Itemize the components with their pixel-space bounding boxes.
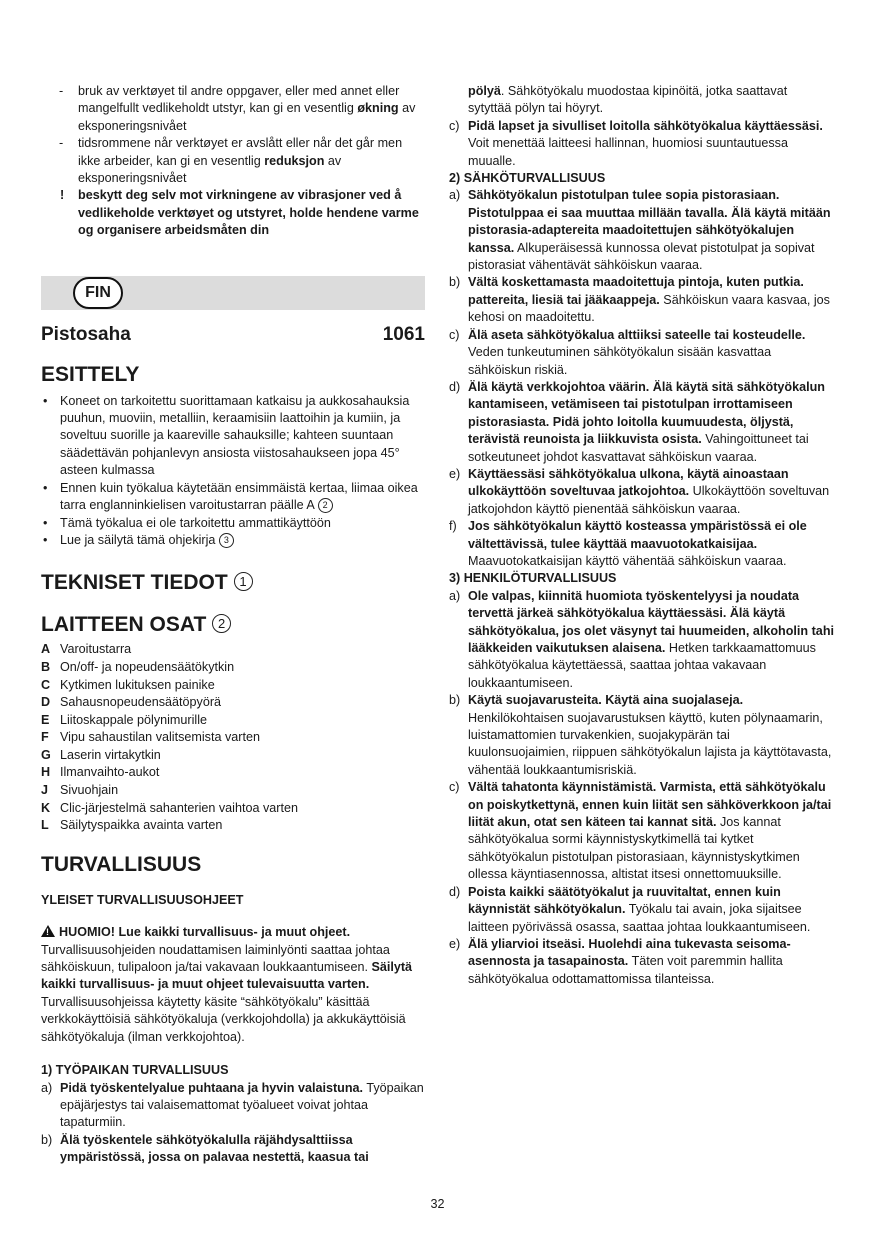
item-marker: b) (41, 1132, 53, 1147)
item-bold: Älä työskentele sähkötyökalulla räjähdysalttiissa ympäristössä, jossa on palavaa nestettä, kaasua tai (60, 1132, 369, 1165)
item-text: Ulkokäyttöön soveltuvan jatkojohdon käyttö pienentää sähköiskun vaaraa. (468, 484, 830, 516)
item-text: Henkilökohtaisen suojavarustuksen käyttö, kuten pölynaamarin, luistamattomien turvakenkien, suojakypärän tai kuulonsuojaimien, riippuen sähkötyökalun lajista ja käyttötavasta, vähentää loukkaantumisriskiä. (468, 710, 832, 777)
dash-item (41, 83, 425, 135)
bullet-marker: • (43, 515, 48, 530)
yleiset-heading: YLEISET TURVALLISUUSOHJEET (41, 892, 244, 907)
continued-bold: pölyä (468, 84, 501, 98)
tekniset-heading-text: TEKNISET TIEDOT (41, 571, 234, 595)
continued-text: . Sähkötyökalu muodostaa kipinöitä, jotka saattavat sytyttää pölyn tai höyryt. (468, 84, 788, 116)
vibration-warning (41, 187, 425, 239)
language-badge: FIN (73, 277, 123, 309)
dash-bold: økning (357, 101, 399, 116)
part-label: On/off- ja nopeudensäätökytkin (60, 659, 235, 674)
part-label: Sivuohjain (60, 783, 119, 798)
part-item (41, 641, 425, 659)
part-key: L (41, 818, 49, 833)
item-text: Veden tunkeutuminen sähkötyökalun sisään kasvattaa sähköiskun riskiä. (468, 345, 772, 377)
item-text: Jos kannat sähkötyökalua sormi käynnistyskytkimellä tai kytket sähkötyökalun pistotulpan pistorasiaan, käynnistyskytkimen ollessa käyntiasennossa, altistat itsesi onnettomuuksille. (468, 815, 800, 882)
laitteen-heading (41, 612, 425, 638)
item-bold: Ole valpas, kiinnitä huomiota työskentelyysi ja noudata tervettä järkeä sähkötyökalua käyttäessäsi. Älä käytä sähkötyökalua, jos olet väsynyt tai huumeiden, alkoholin tahi lääkkeiden vaikutuksen alaisena. (468, 588, 835, 655)
figure-ref-2: 2 (212, 614, 231, 633)
dash-text-end: av eksponeringsnivået (78, 153, 342, 186)
dash-bold: reduksjon (264, 153, 325, 168)
list-item (449, 327, 834, 379)
dash-marker: - (59, 84, 64, 98)
warning-triangle-icon (41, 925, 55, 937)
part-item (41, 677, 425, 695)
part-item (41, 764, 425, 782)
product-number: 1061 (382, 323, 425, 345)
section3-heading: 3) HENKILÖTURVALLISUUS (449, 571, 617, 586)
parts-list (41, 641, 425, 835)
dash-marker: - (59, 136, 64, 151)
part-item (41, 659, 425, 677)
bullet-marker: • (43, 393, 48, 408)
figure-ref: 3 (219, 533, 234, 548)
item-text: Alkuperäisessä kunnossa olevat pistotulpat ja sopivat pistorasiat vähentävät sähköiskun vaaraa. (468, 240, 815, 273)
right-column (449, 83, 834, 988)
list-item (449, 936, 834, 988)
part-label: Laserin virtakytkin (60, 747, 161, 762)
list-item (41, 1080, 425, 1132)
esittely-list (41, 393, 425, 550)
part-label: Ilmanvaihto-aukot (60, 765, 160, 780)
part-key: G (41, 747, 51, 762)
part-key: D (41, 695, 51, 710)
language-bar (41, 276, 425, 310)
exclamation-marker: ! (60, 188, 65, 203)
item-bold: Käyttäessäsi sähkötyökalua ulkona, käytä ainoastaan ulkokäyttöön soveltuvaa jatkojohtoa. (468, 466, 789, 499)
item-marker: a) (41, 1080, 53, 1095)
bullet-marker: • (43, 532, 48, 547)
continued-item (449, 83, 834, 118)
warning-text-1: Turvallisuusohjeiden noudattamisen laiminlyönti saattaa johtaa sähköiskuun, tulipaloon ja/tai vakavaan loukkaantumiseen. (41, 942, 390, 975)
item-bold: Sähkötyökalun pistotulpan tulee sopia pistorasiaan. Pistotulppaa ei saa muuttaa millään tavalla. Älä käytä mitään pistorasia-adaptereita maadoitettujen sähkötyökalujen kanssa. (468, 188, 831, 255)
bullet-marker: • (43, 480, 48, 495)
part-item (41, 782, 425, 800)
part-key: F (41, 730, 49, 745)
bullet-item (41, 480, 425, 515)
list-item (449, 692, 834, 779)
bullet-item (41, 393, 425, 480)
bullet-item (41, 532, 425, 549)
warning-bold-1: HUOMIO! Lue kaikki turvallisuus- ja muut ohjeet. (59, 925, 351, 940)
part-key: B (41, 659, 51, 674)
part-key: E (41, 712, 50, 727)
laitteen-heading-text: LAITTEEN OSAT (41, 613, 213, 637)
dash-text: bruk av verktøyet til andre oppgaver, eller med annet eller mangelfullt vedlikeholdt utstyr, kan gi en vesentlig (78, 84, 400, 116)
item-text: Työpaikan epäjärjestys tai valaisemattomat työalueet voivat johtaa tapaturmiin. (60, 1080, 424, 1130)
list-item (449, 274, 834, 326)
part-key: A (41, 642, 51, 657)
product-title-row (41, 324, 425, 346)
figure-ref: 2 (318, 498, 333, 513)
part-item (41, 800, 425, 818)
part-label: Kytkimen lukituksen painike (60, 677, 215, 692)
list-item (449, 518, 834, 570)
turvallisuus-heading: TURVALLISUUS (41, 852, 202, 876)
item-marker: c) (449, 327, 460, 342)
item-marker: b) (449, 693, 461, 708)
bullet-item (41, 515, 425, 532)
part-item (41, 817, 425, 835)
item-marker: c) (449, 118, 460, 133)
vibration-warning-text: beskytt deg selv mot virkningene av vibrasjoner ved å vedlikeholde verktøyet og utstyret, holde hendene varme og organisere arbeidsmåten din (78, 188, 419, 238)
part-key: C (41, 677, 51, 692)
item-marker: e) (449, 936, 461, 951)
esittely-heading: ESITTELY (41, 362, 140, 386)
item-marker: d) (449, 379, 461, 394)
warning-bold-2: Säilytä kaikki turvallisuus- ja muut ohjeet tulevaisuutta varten. (41, 960, 413, 992)
item-bold: Älä käytä verkkojohtoa väärin. Älä käytä sitä sähkötyökalun kantamiseen, vetämiseen tai pistotulpan irrottamiseen pistorasiasta. Pidä johto loitolla kuumuudesta, öljystä, terävistä reunoista ja liikkuvista osista. (468, 379, 825, 447)
part-label: Vipu sahaustilan valitsemista varten (60, 730, 260, 745)
item-marker: a) (449, 188, 461, 203)
list-item (449, 779, 834, 883)
part-label: Liitoskappale pölynimurille (60, 712, 208, 727)
item-bold: Älä yliarvioi itseäsi. Huolehdi aina tukevasta seisoma-asennosta ja tasapainosta. (468, 936, 791, 969)
bullet-text: Lue ja säilytä tämä ohjekirja (60, 532, 219, 547)
part-item (41, 712, 425, 730)
part-key: H (41, 765, 51, 780)
item-marker: f) (449, 519, 457, 534)
list-item (449, 588, 834, 692)
bullet-text: Tämä työkalua ei ole tarkoitettu ammattikäyttöön (60, 515, 331, 530)
page-number: 32 (430, 1197, 445, 1211)
part-item (41, 747, 425, 765)
part-item (41, 729, 425, 747)
list-item (449, 884, 834, 936)
item-marker: a) (449, 588, 461, 603)
list-item (449, 379, 834, 466)
section1-heading: 1) TYÖPAIKAN TURVALLISUUS (41, 1063, 229, 1078)
item-bold: Vältä tahatonta käynnistämistä. Varmista, että sähkötyökalu on poiskytkettynä, ennen kuin liität sen sähköverkkoon ja/tai liität akun, otat sen käteen tai kannat sitä. (468, 780, 832, 830)
item-marker: b) (449, 275, 461, 290)
dash-text: tidsrommene når verktøyet er avslått eller når det går men ikke arbeider, kan gi en vesentlig (78, 136, 403, 168)
item-bold: Pidä lapset ja sivulliset loitolla sähkötyökalua käyttäessäsi. (468, 118, 823, 133)
warning-text-2: Turvallisuusohjeissa käytetty käsite “sähkötyökalu” käsittää verkkokäyttöisiä sähkötyökaluja (verkkojohdolla) ja akkukäyttöisiä sähkötyökaluja (ilman verkkojohtoa). (41, 994, 406, 1044)
bullet-text: Ennen kuin työkalua käytetään ensimmäistä kertaa, liimaa oikea tarra englanninkielisen varoitustarran päälle A (60, 480, 418, 513)
list-item (449, 187, 834, 274)
item-text: Työkalu tai avain, joka sijaitsee laitteen pyörivässä osassa, saattaa johtaa loukkaantumiseen. (468, 902, 811, 934)
dash-text-end: av eksponeringsnivået (78, 101, 416, 133)
section1-list (41, 1080, 425, 1167)
item-marker: d) (449, 884, 461, 899)
item-bold: Älä aseta sähkötyökalua alttiiksi sateelle tai kosteudelle. (468, 327, 806, 342)
part-label: Clic-järjestelmä sahanterien vaihtoa varten (60, 800, 298, 815)
part-key: J (41, 783, 49, 798)
list-item (41, 1132, 425, 1167)
tekniset-heading (41, 570, 425, 596)
item-text: Hetken tarkkaamattomuus sähkötyökalua käytettäessä, saattaa johtaa vakavaan loukkaantumiseen. (468, 641, 816, 690)
part-label: Varoitustarra (60, 642, 132, 657)
item-bold: Käytä suojavarusteita. Käytä aina suojalaseja. (468, 693, 744, 708)
section3-list (449, 588, 834, 988)
item-marker: c) (449, 780, 460, 795)
item-bold: Vältä koskettamasta maadoitettuja pintoja, kuten putkia. pattereita, liesiä tai jääkaappeja. (468, 275, 804, 307)
section1-item-c (449, 118, 834, 170)
dash-item (41, 135, 425, 187)
list-item (449, 466, 834, 518)
part-label: Sahausnopeudensäätöpyörä (60, 695, 222, 710)
part-key: K (41, 800, 51, 815)
part-item (41, 694, 425, 712)
part-label: Säilytyspaikka avainta varten (60, 818, 223, 833)
item-marker: e) (449, 466, 461, 481)
item-text: Sähköiskun vaara kasvaa, jos kehosi on maadoitettu. (468, 292, 830, 325)
bullet-text: Koneet on tarkoitettu suorittamaan katkaisu ja aukkosahauksia puuhun, muoviin, metalliin, keraamisiin laattoihin ja kumiin, ja soveltuu suorille ja kaareville sahauksille; kahteen suuntaan säädettävän pohjanlevyn ansiosta viistosahaukseen jopa 45° asteen kulmassa (60, 393, 410, 478)
intro-dash-list (41, 83, 425, 187)
general-warning (41, 924, 425, 1046)
item-text: Voit menettää laitteesi hallinnan, huomiosi suuntautuessa muualle. (468, 136, 788, 168)
product-name: Pistosaha (41, 323, 131, 345)
section2-list (449, 187, 834, 570)
item-text: Täten voit paremmin hallita sähkötyökalua odottamattomissa tilanteissa. (468, 954, 783, 986)
item-bold: Jos sähkötyökalun käyttö kosteassa ympäristössä ei ole vältettävissä, tulee käyttää maavuotokatkaisijaa. (468, 519, 807, 551)
item-text: Maavuotokatkaisijan käyttö vähentää sähköiskun vaaraa. (468, 553, 787, 568)
item-bold: Poista kaikki säätötyökalut ja ruuvitaltat, ennen kuin käynnistät sähkötyökalun. (468, 884, 781, 917)
section2-heading: 2) SÄHKÖTURVALLISUUS (449, 171, 606, 186)
item-bold: Pidä työskentelyalue puhtaana ja hyvin valaistuna. (60, 1080, 364, 1095)
item-text: Vahingoittuneet tai sotkeutuneet johdot kasvattavat sähköiskun vaaraa. (468, 432, 809, 464)
left-column (41, 83, 425, 1167)
figure-ref-1: 1 (234, 572, 253, 591)
